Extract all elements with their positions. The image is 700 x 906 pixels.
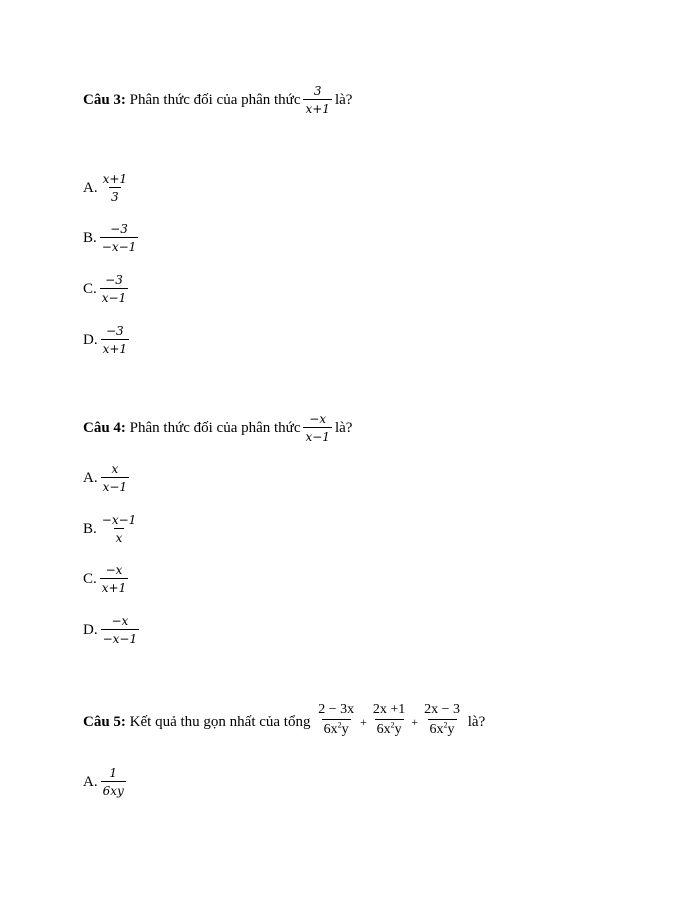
question-5 — [83, 702, 485, 738]
plus-sign: + — [411, 715, 419, 729]
question-label: Câu 3: — [83, 91, 126, 108]
question-fraction: $\frac{-x}{x-1}$ — [305, 412, 330, 444]
question-suffix: là? — [334, 91, 353, 108]
option-c[interactable]: C. $\frac{-3}{x-1}$ — [83, 273, 127, 305]
question-text: Phân thức đối của phân thức — [129, 91, 301, 108]
question-text: Phân thức đối của phân thức — [129, 419, 301, 436]
option-fraction: $\frac{-x-1}{x}$ — [101, 513, 137, 545]
option-fraction: $\frac{-3}{-x-1}$ — [101, 222, 137, 254]
question-3 — [83, 84, 352, 116]
option-fraction: $\frac{1}{6xy}$ — [102, 766, 124, 798]
sum-expression — [314, 702, 464, 738]
plus-sign: + — [360, 715, 367, 729]
question-4 — [83, 412, 352, 444]
sum-fraction: $\frac{2 - 3x}{6x^2y}$ — [318, 702, 355, 737]
option-fraction: $\frac{-x}{x+1}$ — [101, 563, 127, 595]
option-a[interactable]: A. $\frac{1}{6xy}$ — [83, 766, 124, 798]
option-a[interactable]: A. $\frac{x}{x-1}$ — [83, 462, 128, 494]
question-fraction: $\frac{3}{x+1}$ — [305, 84, 330, 116]
option-fraction: $\frac{-3}{x+1}$ — [102, 324, 128, 356]
option-d[interactable]: D. $\frac{-x}{-x-1}$ — [83, 614, 138, 646]
question-label: Câu 4: — [83, 419, 126, 436]
option-fraction: $\frac{-x}{-x-1}$ — [102, 614, 138, 646]
option-a[interactable]: A. $\frac{x+1}{3}$ — [83, 172, 128, 204]
sum-fraction: $\frac{2x - 3}{6x^2y}$ — [424, 702, 460, 737]
option-d[interactable]: D. $\frac{-3}{x+1}$ — [83, 324, 128, 356]
option-fraction: $\frac{-3}{x-1}$ — [101, 273, 127, 305]
question-text: Kết quả thu gọn nhất của tổng — [129, 714, 311, 730]
option-b[interactable]: B. $\frac{-3}{-x-1}$ — [83, 222, 137, 254]
option-c[interactable]: C. $\frac{-x}{x+1}$ — [83, 563, 127, 595]
sum-fraction: $\frac{2x +1}{6x^2y}$ — [372, 702, 406, 737]
option-fraction: $\frac{x+1}{3}$ — [102, 172, 128, 204]
question-label: Câu 5: — [83, 714, 126, 730]
question-suffix: là? — [334, 419, 353, 436]
question-suffix: là? — [467, 714, 486, 730]
option-b[interactable]: B. $\frac{-x-1}{x}$ — [83, 513, 137, 545]
option-fraction: $\frac{x}{x-1}$ — [102, 462, 128, 494]
